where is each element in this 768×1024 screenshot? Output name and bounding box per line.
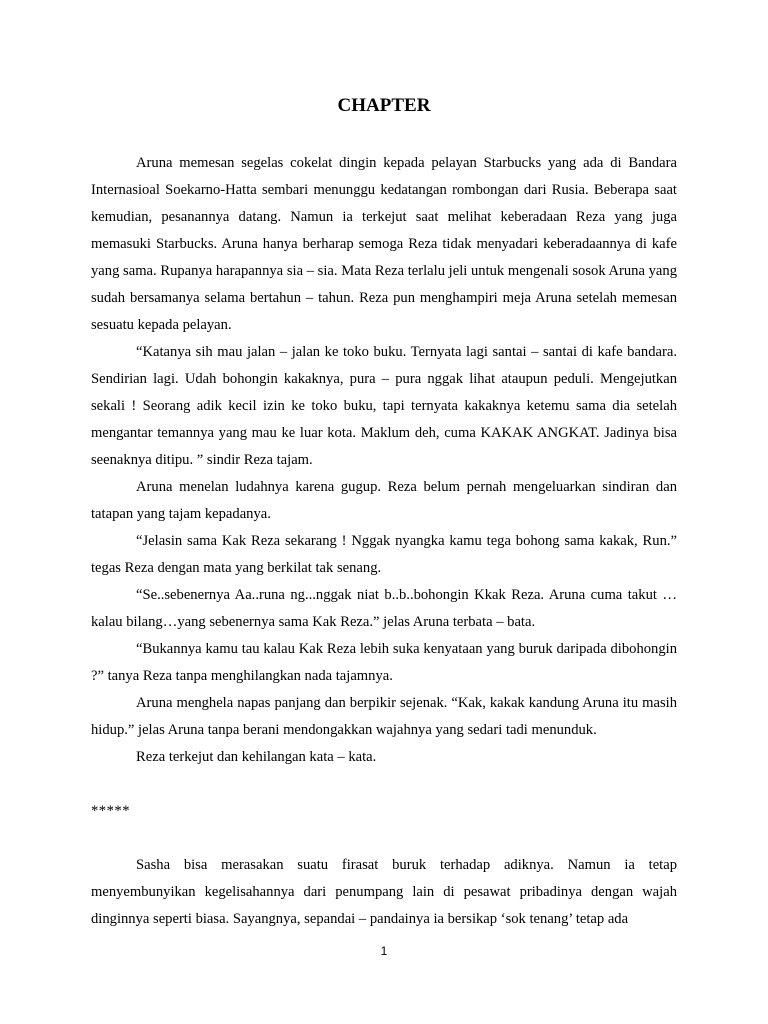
chapter-body xyxy=(91,150,677,933)
paragraph-8: Reza terkejut dan kehilangan kata – kata. xyxy=(136,749,377,765)
paragraph-3: Aruna menelan ludahnya karena gugup. Reza belum pernah mengeluarkan sindiran dan tatapan yang tajam kepadanya. xyxy=(91,479,677,522)
paragraph-2: “Katanya sih mau jalan – jalan ke toko buku. Ternyata lagi santai – santai di kafe bandara. Sendirian lagi. Udah bohongin kakaknya, pura – pura nggak lihat ataupun peduli. Mengejutkan sekali ! Seorang adik kecil izin ke toko buku, tapi ternyata kakaknya ketemu sama dia setelah mengantar temannya yang mau ke luar kota. Maklum deh, cuma KAKAK ANGKAT. Jadinya bisa seenaknya ditipu. ” sindir Reza tajam. xyxy=(91,344,677,468)
section-break: ***** xyxy=(91,803,130,819)
paragraph-1: Aruna memesan segelas cokelat dingin kepada pelayan Starbucks yang ada di Bandara Internasioal Soekarno-Hatta sembari menunggu kedatangan rombongan dari Rusia. Beberapa saat kemudian, pesanannya datang. Namun ia terkejut saat melihat keberadaan Reza yang juga memasuki Starbucks. Aruna hanya berharap semoga Reza tidak menyadari keberadaannya di kafe yang sama. Rupanya harapannya sia – sia. Mata Reza terlalu jeli untuk mengenali sosok Aruna yang sudah bersamanya selama bertahun – tahun. Reza pun menghampiri meja Aruna setelah memesan sesuatu kepada pelayan. xyxy=(91,155,677,333)
paragraph-6: “Bukannya kamu tau kalau Kak Reza lebih suka kenyataan yang buruk daripada dibohongin ?” tanya Reza tanpa menghilangkan nada tajamnya. xyxy=(91,641,677,684)
paragraph-7: Aruna menghela napas panjang dan berpikir sejenak. “Kak, kakak kandung Aruna itu masih hidup.” jelas Aruna tanpa berani mendongakkan wajahnya yang sedari tadi menunduk. xyxy=(91,695,677,738)
paragraph-5: “Se..sebenernya Aa..runa ng...nggak niat b..b..bohongin Kkak Reza. Aruna cuma takut … kalau bilang…yang sebenernya sama Kak Reza.” jelas Aruna terbata – bata. xyxy=(91,587,677,630)
page-number: 1 xyxy=(380,944,388,958)
paragraph-9: Sasha bisa merasakan suatu firasat buruk terhadap adiknya. Namun ia tetap menyembunyikan kegelisahannya dari penumpang lain di pesawat pribadinya dengan wajah dinginnya seperti biasa. Sayangnya, sepandai – pandainya ia bersikap ‘sok tenang’ tetap ada xyxy=(91,857,677,927)
chapter-title: CHAPTER xyxy=(337,95,431,116)
paragraph-4: “Jelasin sama Kak Reza sekarang ! Nggak nyangka kamu tega bohong sama kakak, Run.” tegas Reza dengan mata yang berkilat tak senang. xyxy=(91,533,677,576)
